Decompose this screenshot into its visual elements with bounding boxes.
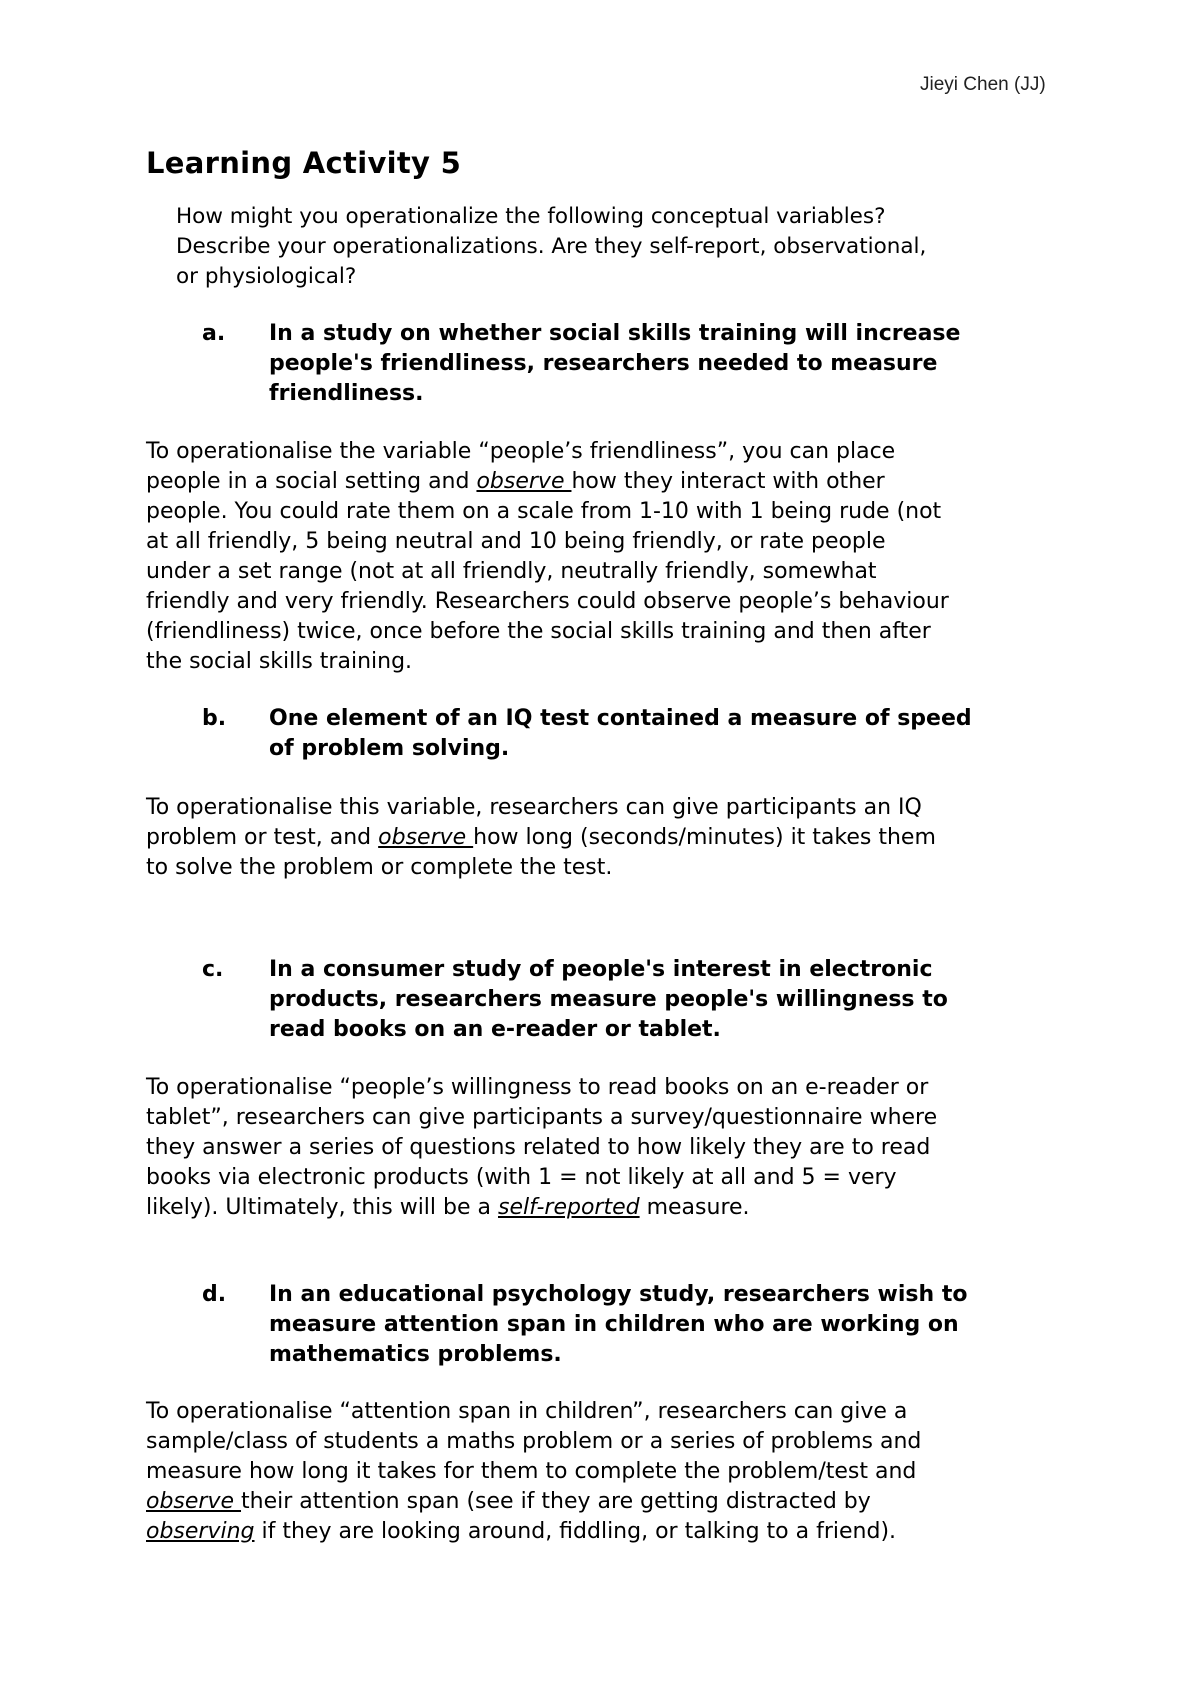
answer-line: [146, 823, 1106, 853]
intro-line: or physiological?: [176, 264, 357, 289]
emphasis-self-reported: self-reported: [498, 1195, 640, 1220]
question-line: In a consumer study of people's interest in electronic: [269, 957, 933, 982]
emphasis-observe: observe: [476, 469, 572, 494]
question-text: [269, 704, 1089, 764]
question-letter: c.: [202, 957, 224, 982]
intro-line: How might you operationalize the following conceptual variables?: [176, 204, 886, 229]
question-letter: b.: [202, 706, 227, 731]
answer-line: to solve the problem or complete the test.: [146, 855, 613, 880]
answer-text: how long (seconds/minutes) it takes them: [473, 825, 936, 850]
answer-text: how they interact with other: [571, 469, 885, 494]
emphasis-observing: observing: [146, 1519, 255, 1544]
answer-line: To operationalise “people’s willingness to read books on an e-reader or: [146, 1075, 929, 1100]
answer-text: problem or test, and: [146, 825, 379, 850]
question-line: mathematics problems.: [269, 1342, 562, 1367]
answer-text: if they are looking around, fiddling, or talking to a friend).: [254, 1519, 897, 1544]
question-line: people's friendliness, researchers needed to measure: [269, 351, 938, 376]
answer-line: [146, 1517, 1106, 1547]
answer-text: likely). Ultimately, this will be a: [146, 1195, 498, 1220]
question-text: [269, 319, 1089, 409]
answer-text: their attention span (see if they are getting distracted by: [241, 1489, 871, 1514]
question-text: [269, 1280, 1089, 1370]
answer-text: measure.: [639, 1195, 750, 1220]
answer-line: they answer a series of questions related to how likely they are to read: [146, 1135, 931, 1160]
answer-b: [146, 793, 1106, 883]
answer-line: To operationalise “attention span in children”, researchers can give a: [146, 1399, 908, 1424]
answer-a: [146, 437, 1106, 677]
author-header: Jieyi Chen (JJ): [920, 74, 1046, 95]
question-line: of problem solving.: [269, 736, 510, 761]
answer-text: people in a social setting and: [146, 469, 477, 494]
question-line: In an educational psychology study, researchers wish to: [269, 1282, 968, 1307]
answer-d: [146, 1397, 1106, 1547]
answer-line: books via electronic products (with 1 = not likely at all and 5 = very: [146, 1165, 897, 1190]
answer-line: To operationalise the variable “people’s friendliness”, you can place: [146, 439, 896, 464]
answer-line: To operationalise this variable, researchers can give participants an IQ: [146, 795, 922, 820]
intro-paragraph: [176, 202, 1116, 292]
answer-line: [146, 1487, 1106, 1517]
question-line: products, researchers measure people's willingness to: [269, 987, 948, 1012]
answer-line: [146, 467, 1106, 497]
question-letter: d.: [202, 1282, 227, 1307]
intro-line: Describe your operationalizations. Are they self-report, observational,: [176, 234, 927, 259]
emphasis-observe: observe: [146, 1489, 242, 1514]
question-text: [269, 955, 1089, 1045]
answer-line: tablet”, researchers can give participants a survey/questionnaire where: [146, 1105, 938, 1130]
question-line: measure attention span in children who are working on: [269, 1312, 959, 1337]
answer-line: at all friendly, 5 being neutral and 10 being friendly, or rate people: [146, 529, 886, 554]
question-line: One element of an IQ test contained a measure of speed: [269, 706, 972, 731]
answer-c: [146, 1073, 1106, 1223]
emphasis-observe: observe: [378, 825, 474, 850]
answer-line: friendly and very friendly. Researchers could observe people’s behaviour: [146, 589, 949, 614]
answer-line: measure how long it takes for them to complete the problem/test and: [146, 1459, 917, 1484]
question-line: In a study on whether social skills training will increase: [269, 321, 961, 346]
answer-line: under a set range (not at all friendly, neutrally friendly, somewhat: [146, 559, 877, 584]
answer-line: the social skills training.: [146, 649, 413, 674]
question-line: friendliness.: [269, 381, 424, 406]
answer-line: people. You could rate them on a scale from 1-10 with 1 being rude (not: [146, 499, 942, 524]
answer-line: [146, 1193, 1106, 1223]
question-line: read books on an e-reader or tablet.: [269, 1017, 721, 1042]
page-title: Learning Activity 5: [146, 146, 462, 180]
question-letter: a.: [202, 321, 226, 346]
answer-line: (friendliness) twice, once before the social skills training and then after: [146, 619, 931, 644]
answer-line: sample/class of students a maths problem or a series of problems and: [146, 1429, 922, 1454]
